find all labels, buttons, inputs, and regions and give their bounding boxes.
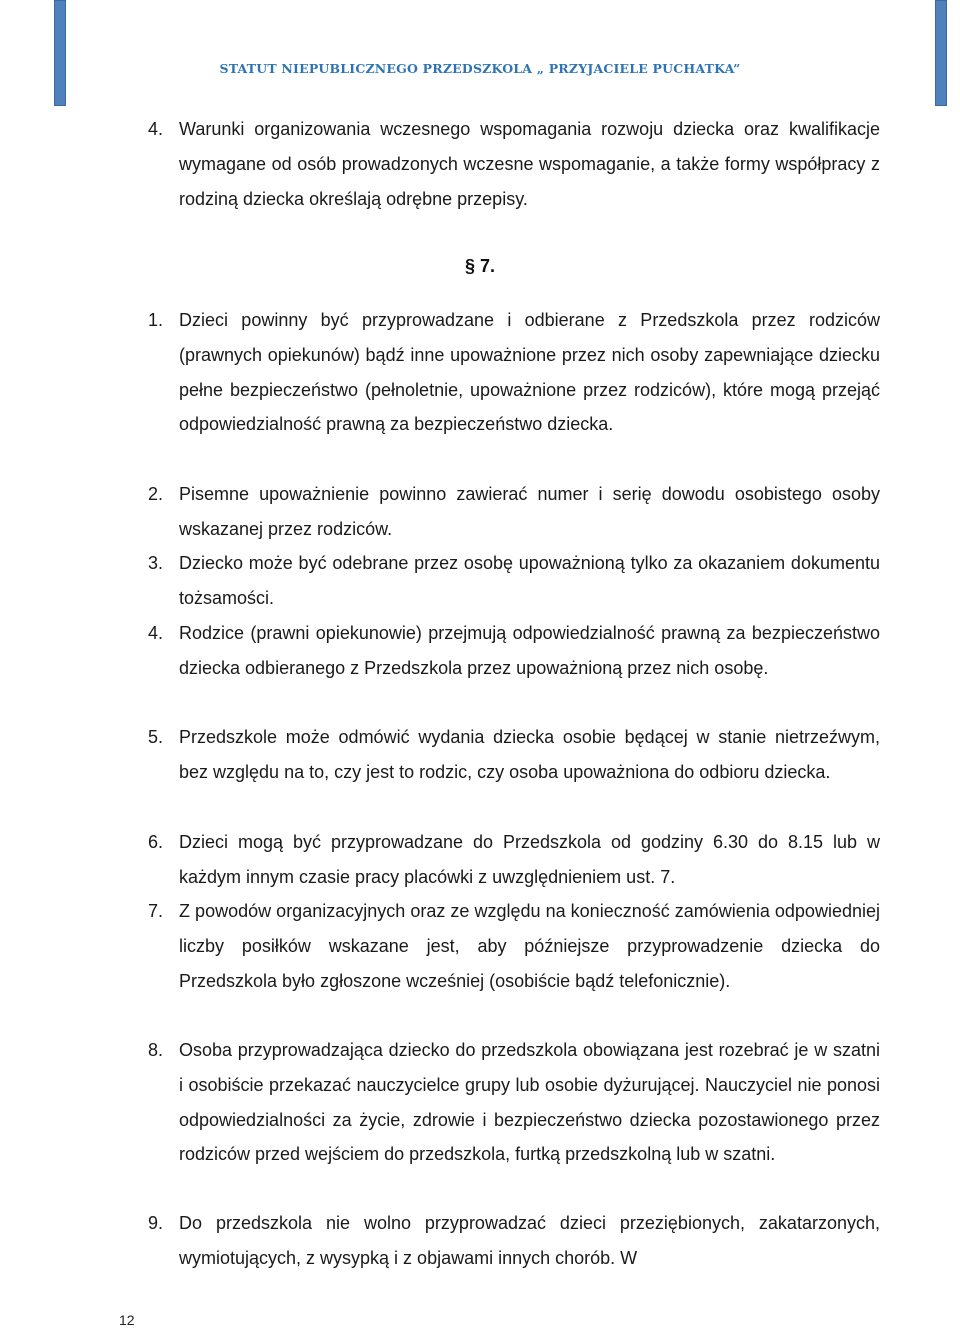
- list-item-2: [148, 477, 880, 547]
- item-number: 5.: [148, 727, 164, 747]
- item-text: Warunki organizowania wczesnego wspomagania rozwoju dziecka oraz kwalifikacje wymagane od osób prowadzonych wczesne wspomaganie, a także formy współpracy z rodziną dziecka określają odrębne przepisy.: [179, 119, 880, 209]
- left-decorative-bar: [54, 0, 66, 106]
- item-number: 8.: [148, 1040, 164, 1060]
- item-number: 3.: [148, 553, 164, 573]
- section-heading: § 7.: [464, 256, 496, 276]
- item-number: 9.: [148, 1213, 164, 1233]
- right-decorative-bar: [935, 0, 947, 106]
- list-item-1: [148, 303, 880, 442]
- item-text: Przedszkole może odmówić wydania dziecka osobie będącej w stanie nietrzeźwym, bez względu na to, czy jest to rodzic, czy osoba upoważniona do odbioru dziecka.: [179, 727, 880, 782]
- item-text: Pisemne upoważnienie powinno zawierać numer i serię dowodu osobistego osoby wskazanej przez rodziców.: [179, 484, 880, 539]
- list-item-3: [148, 546, 880, 616]
- item-number: 6.: [148, 832, 164, 852]
- list-item-4: [148, 616, 880, 686]
- item-number: 4.: [148, 623, 164, 643]
- item-text: Osoba przyprowadzająca dziecko do przedszkola obowiązana jest rozebrać je w szatni i osobiście przekazać nauczycielce grupy lub osobie dyżurującej. Nauczyciel nie ponosi odpowiedzialności za życie, zdrowie i bezpieczeństwo dziecka pozostawionego przez rodziców przed wejściem do przedszkola, furtką przedszkolną lub w szatni.: [179, 1040, 880, 1165]
- item-text: Z powodów organizacyjnych oraz ze względu na konieczność zamówienia odpowiedniej liczby posiłków wskazane jest, aby późniejsze przyprowadzenie dziecka do Przedszkola było zgłoszone wcześniej (osobiście bądź telefonicznie).: [179, 901, 880, 991]
- list-item-5: [148, 720, 880, 790]
- page-number: 12: [119, 1312, 135, 1328]
- item-number: 4.: [148, 119, 164, 139]
- item-text: Dzieci powinny być przyprowadzane i odbierane z Przedszkola przez rodziców (prawnych opiekunów) bądź inne upoważnione przez nich osoby zapewniające dziecku pełne bezpieczeństwo (pełnoletnie, upoważnione przez rodziców), które mogą przejąć odpowiedzialność prawną za bezpieczeństwo dziecka.: [179, 310, 880, 435]
- list-item-6: [148, 825, 880, 895]
- list-item-9: [148, 1206, 880, 1276]
- item-number: 7.: [148, 901, 164, 921]
- item-text: Dziecko może być odebrane przez osobę upoważnioną tylko za okazaniem dokumentu tożsamości.: [179, 553, 880, 608]
- item-text: Rodzice (prawni opiekunowie) przejmują odpowiedzialność prawną za bezpieczeństwo dziecka odbieranego z Przedszkola przez upoważnioną przez nich osobę.: [179, 623, 880, 678]
- document-header-title: STATUT NIEPUBLICZNEGO PRZEDSZKOLA „ PRZYJACIELE PUCHATKA”: [219, 61, 741, 76]
- item-number: 1.: [148, 310, 164, 330]
- item-text: Do przedszkola nie wolno przyprowadzać dzieci przeziębionych, zakatarzonych, wymiotujących, z wysypką i z objawami innych chorób. W: [179, 1213, 880, 1268]
- paragraph-item-4-previous-section: [148, 112, 880, 216]
- list-item-8: [148, 1033, 880, 1172]
- item-text: Dzieci mogą być przyprowadzane do Przedszkola od godziny 6.30 do 8.15 lub w każdym innym czasie pracy placówki z uwzględnieniem ust. 7.: [179, 832, 880, 887]
- item-number: 2.: [148, 484, 164, 504]
- list-item-7: [148, 894, 880, 998]
